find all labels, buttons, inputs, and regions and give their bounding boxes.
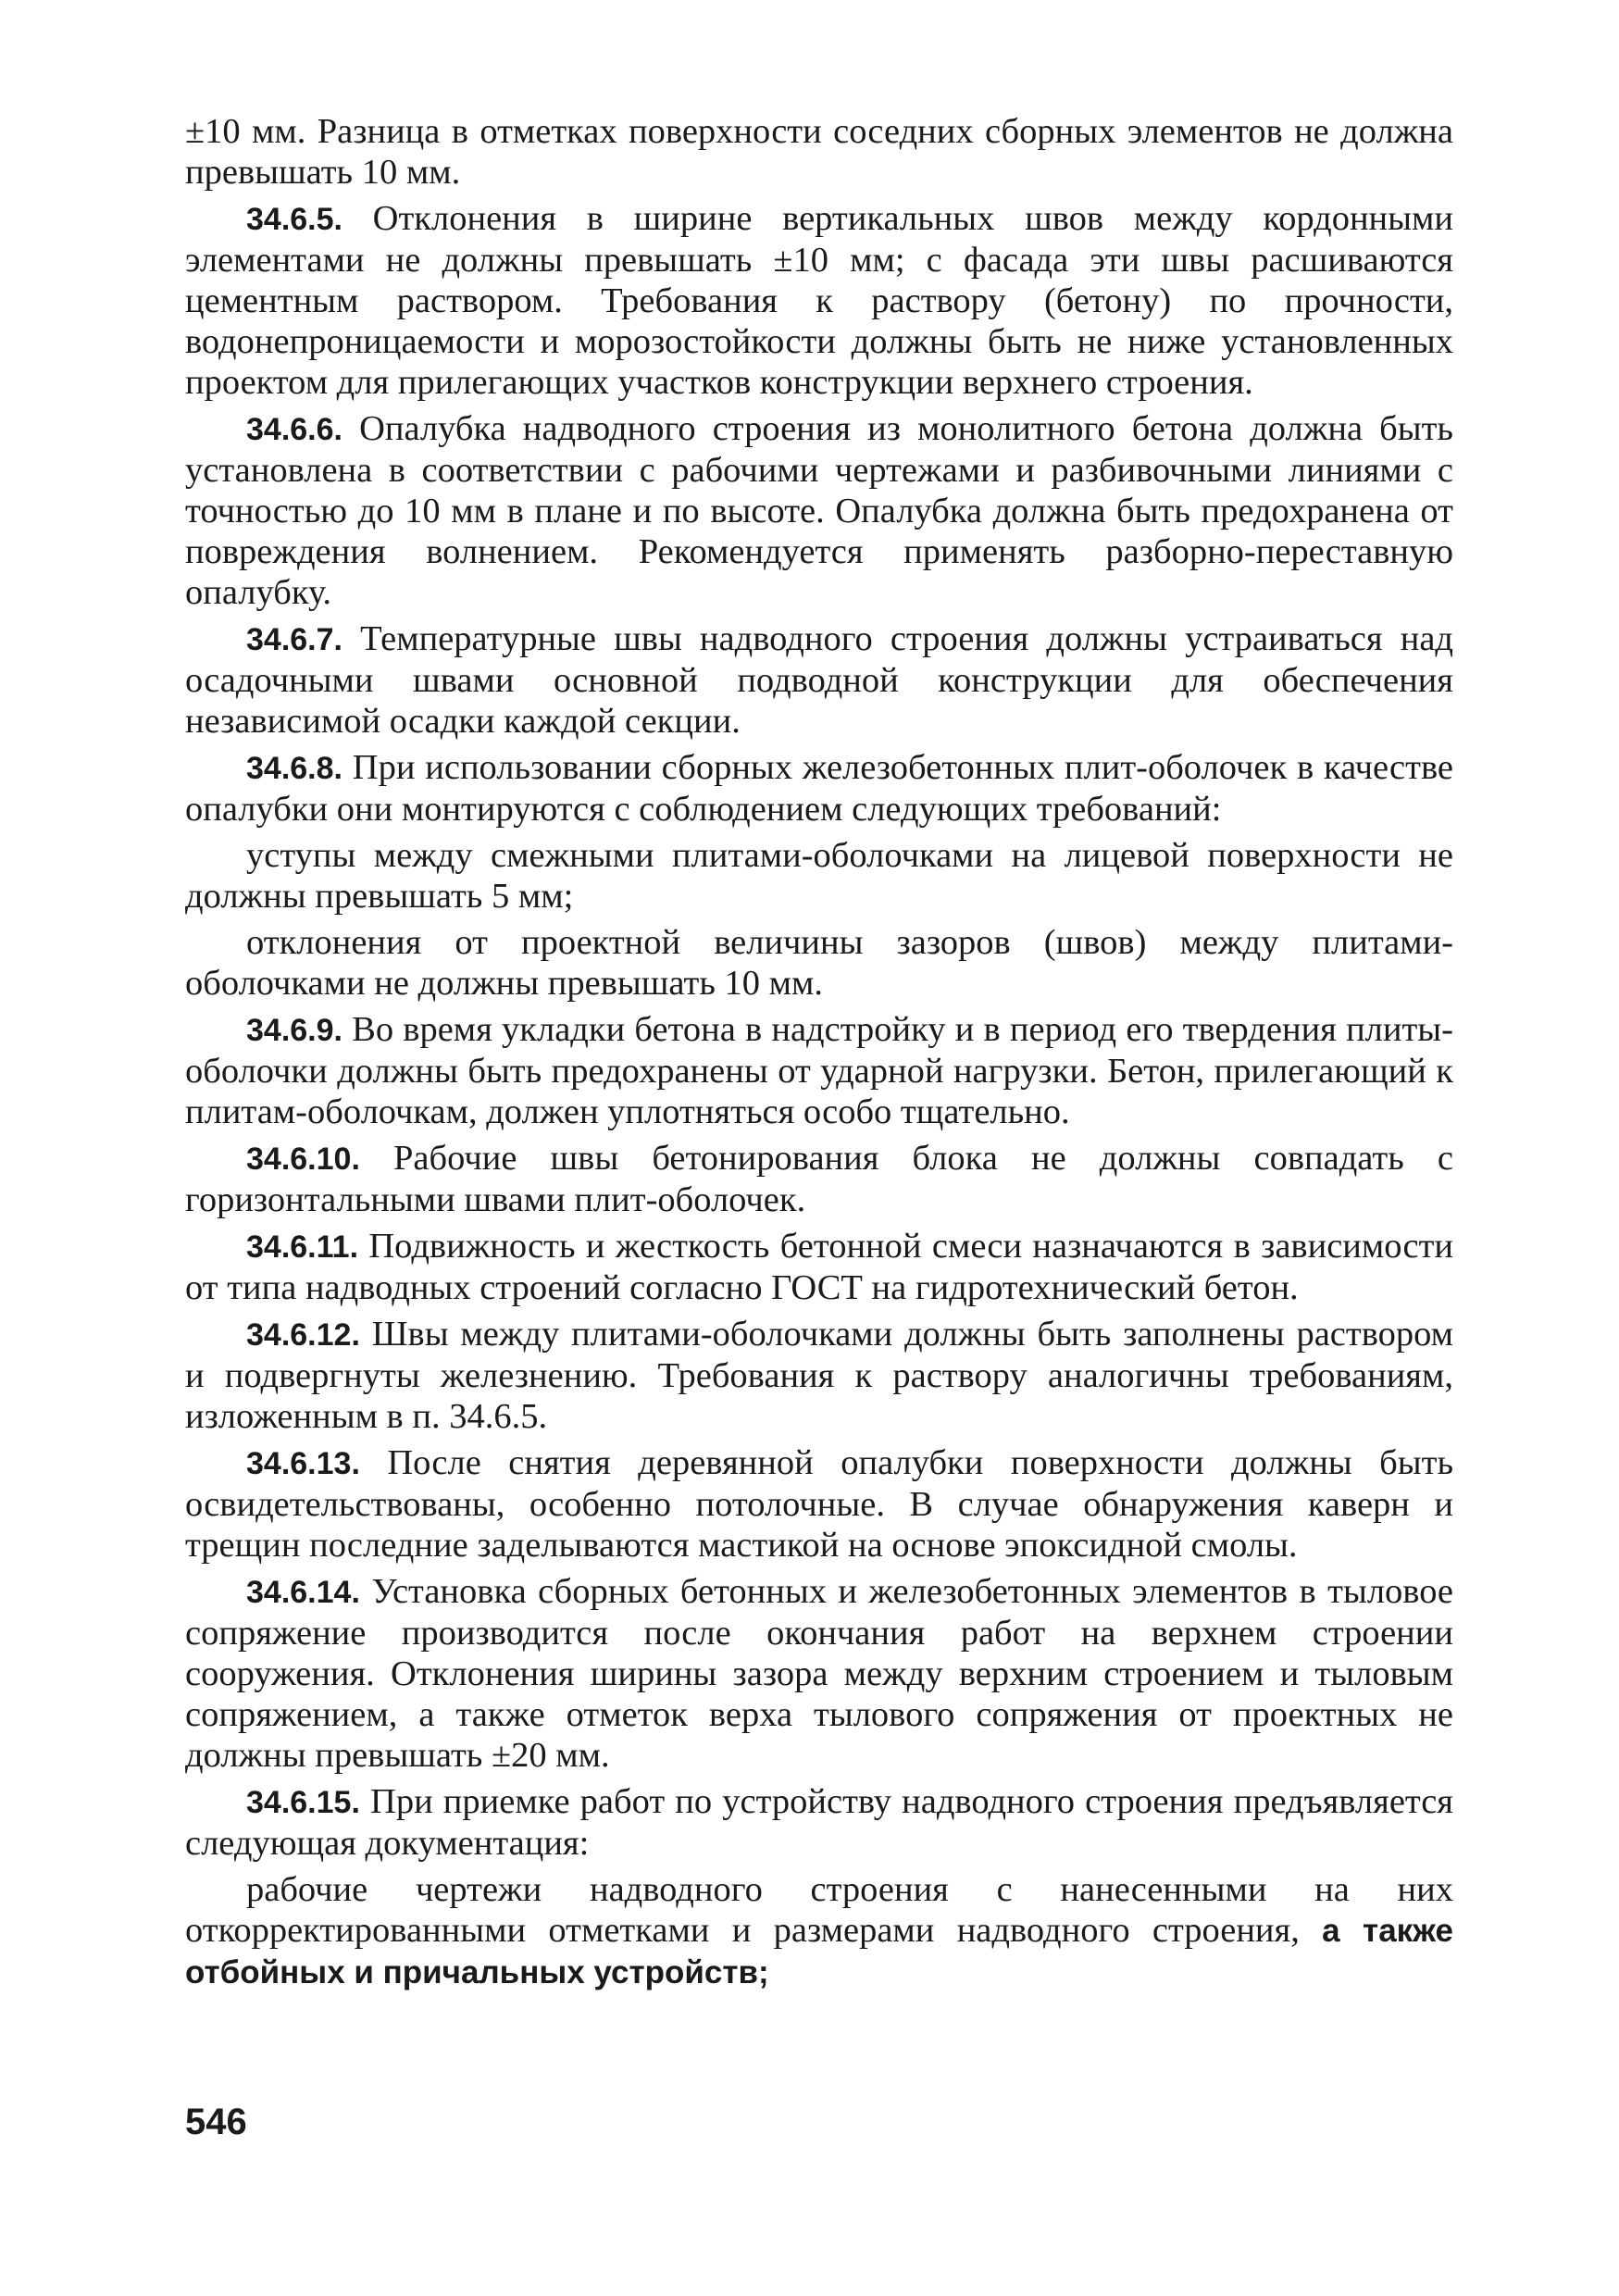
clause-number: 34.6.14.	[246, 1575, 360, 1610]
clause-text: Швы между плитами-оболочками должны быть заполнены раствором и подвергнуты железнению. Требования к раствору аналогичны требованиям, изложенным в п. 34.6.5.	[185, 1315, 1453, 1436]
clause-number: 34.6.13.	[246, 1446, 360, 1481]
clause-34-6-14	[185, 1571, 1453, 1776]
clause-text: Подвижность и жесткость бетонной смеси назначаются в зависимости от типа надводных строений согласно ГОСТ на гидротехнический бетон.	[185, 1227, 1453, 1307]
clause-number: 34.6.11.	[246, 1229, 359, 1265]
paragraph-continuation	[185, 111, 1453, 193]
clause-34-6-11	[185, 1226, 1453, 1308]
clause-text: Рабочие швы бетонирования блока не должны совпадать с горизонтальными швами плит-оболочек.	[185, 1139, 1453, 1219]
clause-text: Опалубка надводного строения из монолитного бетона должна быть установлена в соответствии с рабочими чертежами и разбивочными линиями с точностью до 10 мм в плане и по высоте. Опалубка должна быть предохранена от повреждения волнением. Рекомендуется применять разборно-переставную опалубку.	[185, 409, 1453, 612]
clause-34-6-15	[185, 1781, 1453, 1864]
requirement-item	[185, 922, 1453, 1004]
document-page	[185, 111, 1453, 1999]
clause-number: 34.6.12.	[246, 1317, 360, 1353]
clause-number: 34.6.9.	[246, 1013, 342, 1048]
clause-34-6-9	[185, 1009, 1453, 1132]
clause-text: При использовании сборных железобетонных плит-оболочек в качестве опалубки они монтируются с соблюдением следующих требований:	[185, 748, 1453, 829]
clause-text: Во время укладки бетона в надстройку и в период его твердения плиты-оболочки должны быть предохранены от ударной нагрузки. Бетон, прилегающий к плитам-оболочкам, должен уплотняться особо тщательно.	[185, 1010, 1453, 1131]
clause-text: После снятия деревянной опалубки поверхности должны быть освидетельствованы, особенно потолочные. В случае обнаружения каверн и трещин последние заделываются мастикой на основе эпоксидной смолы.	[185, 1443, 1453, 1565]
clause-number: 34.6.5.	[246, 202, 342, 237]
clause-34-6-5	[185, 198, 1453, 403]
clause-number: 34.6.15.	[246, 1785, 360, 1820]
clause-34-6-10	[185, 1138, 1453, 1220]
clause-34-6-6	[185, 408, 1453, 613]
paragraph-text: ±10 мм. Разница в отметках поверхности соседних сборных элементов не должна превышать 10 мм.	[185, 112, 1453, 192]
documentation-text: рабочие чертежи надводного строения с нанесенными на них откорректированными отметками и размерами надводного строения,	[185, 1870, 1453, 1950]
clause-number: 34.6.10.	[246, 1142, 360, 1177]
clause-34-6-13	[185, 1442, 1453, 1566]
clause-text: Температурные швы надводного строения должны устраиваться над осадочными швами основной подводной конструкции для обеспечения независимой осадки каждой секции.	[185, 619, 1453, 741]
clause-number: 34.6.8.	[246, 751, 342, 786]
documentation-item	[185, 1869, 1453, 1993]
clause-text: Установка сборных бетонных и железобетонных элементов в тыловое сопряжение производится после окончания работ на верхнем строении сооружения. Отклонения ширины зазора между верхним строением и тыловым сопряжением, а также отметок верха тылового сопряжения от проектных не должны превышать ±20 мм.	[185, 1572, 1453, 1775]
documentation-text-bold: а также отбойных и причальных устройств;	[185, 1913, 1453, 1990]
clause-34-6-12	[185, 1314, 1453, 1437]
clause-number: 34.6.7.	[246, 622, 342, 657]
requirement-text: уступы между смежными плитами-оболочками на лицевой поверхности не должны превышать 5 мм;	[185, 836, 1453, 916]
clause-34-6-7	[185, 618, 1453, 742]
page-number: 546	[185, 2102, 247, 2142]
requirement-text: отклонения от проектной величины зазоров (швов) между плитами-оболочками не должны превышать 10 мм.	[185, 923, 1453, 1003]
clause-text: При приемке работ по устройству надводного строения предъявляется следующая документация:	[185, 1782, 1453, 1863]
clause-text: Отклонения в ширине вертикальных швов между кордонными элементами не должны превышать ±10 мм; с фасада эти швы расшиваются цементным раствором. Требования к раствору (бетону) по прочности, водонепроницаемости и морозостойкости должны быть не ниже установленных проектом для прилегающих участков конструкции верхнего строения.	[185, 199, 1453, 402]
clause-number: 34.6.6.	[246, 412, 342, 447]
requirement-item	[185, 835, 1453, 917]
clause-34-6-8	[185, 747, 1453, 830]
